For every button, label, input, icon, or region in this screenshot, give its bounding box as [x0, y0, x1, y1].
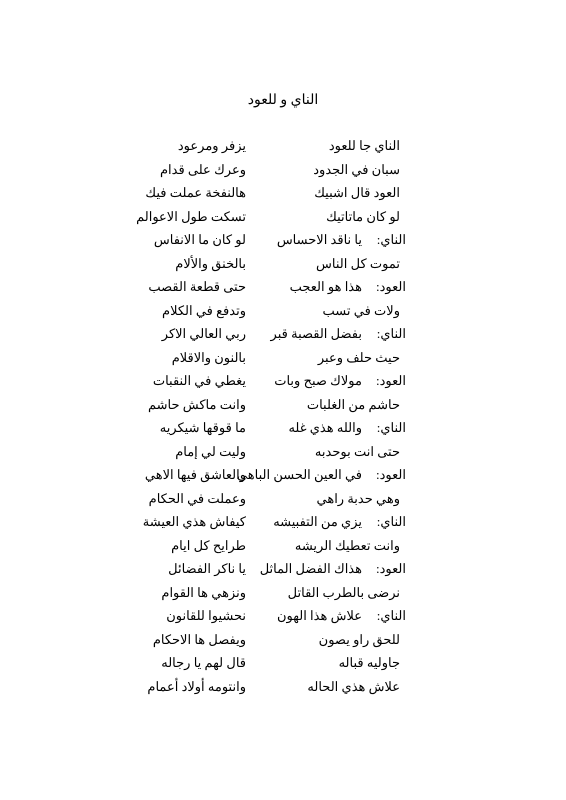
poem-line [0, 228, 566, 252]
first-hemistich: وانت تعطيك الريشه [294, 537, 400, 553]
speaker-label: الناي: [376, 326, 406, 341]
second-hemistich: وانت ماكش حاشم [147, 396, 246, 412]
first-hemistich: حيث حلف وعبر [317, 349, 400, 365]
first-hemistich: في العين الحسن الباهي [236, 467, 362, 482]
first-hemistich: تموت كل الناس [316, 255, 400, 271]
first-hemistich: هذا هو العجب [289, 279, 362, 294]
first-hemistich: يزي من التفبيشه [273, 514, 362, 529]
second-hemistich: يزفر ومرعود [177, 138, 246, 153]
first-hemistich: جاوليه قباله [338, 655, 400, 670]
first-hemistich: وهي حدبة راهي [316, 490, 400, 506]
poem-line [0, 346, 566, 370]
second-hemistich: يغطي في النقبات [152, 373, 246, 388]
first-hemistich: هذاك الفضل الماثل [259, 561, 362, 576]
second-hemistich: وليت لي إمام [175, 443, 246, 459]
second-hemistich: ويفصل ها الاحكام [152, 631, 246, 647]
poem-line [0, 440, 566, 464]
second-hemistich: قال لهم يا رجاله [161, 655, 246, 670]
first-hemistich: للحق راو يصون [318, 631, 400, 647]
poem-line [0, 416, 566, 440]
second-hemistich: لو كان ما الانفاس [153, 232, 246, 247]
poem-line [0, 275, 566, 299]
poem-line [0, 181, 566, 205]
first-hemistich: نرضى بالطرب القاتل [287, 584, 400, 600]
second-hemistich: تسكت طول الاعوالم [136, 208, 246, 224]
speaker-label: العود: [376, 467, 406, 482]
second-hemistich: ربي العالي الاكر [161, 326, 246, 341]
poem-line [0, 463, 566, 487]
speaker-label: العود: [376, 373, 406, 388]
first-hemistich: والله هذي غله [288, 420, 362, 435]
second-hemistich: بالنون والاقلام [171, 349, 246, 365]
first-hemistich: سبان في الجدود [313, 161, 400, 177]
poem-line [0, 299, 566, 323]
poem-line [0, 158, 566, 182]
poem-line [0, 651, 566, 675]
poem-line [0, 134, 566, 158]
first-hemistich: لو كان ماتاتيك [326, 208, 400, 224]
first-hemistich: حتى انت بوحدبه [314, 443, 400, 459]
poem-line [0, 534, 566, 558]
poem-line [0, 393, 566, 417]
poem-line [0, 510, 566, 534]
second-hemistich: طرايح كل ايام [171, 537, 246, 553]
first-hemistich: علاش هذي الحاله [307, 678, 400, 694]
poem-line [0, 675, 566, 699]
speaker-label: الناي: [376, 232, 406, 247]
second-hemistich: ما قوقها شيكريه [159, 420, 246, 435]
speaker-label: العود: [376, 279, 406, 294]
poem-title: الناي و للعود [247, 93, 319, 108]
speaker-label: الناي: [376, 514, 406, 529]
second-hemistich: وانتومه أولاد أعمام [147, 678, 246, 694]
poem-line [0, 252, 566, 276]
poem-line [0, 581, 566, 605]
poem-line [0, 487, 566, 511]
poem-line [0, 369, 566, 393]
second-hemistich: حتى قطعة القصب [148, 279, 246, 294]
first-hemistich: العود قال اشبيك [314, 185, 400, 200]
second-hemistich: يا ناكر الفضائل [168, 561, 246, 576]
speaker-label: الناي: [376, 420, 406, 435]
first-hemistich: بفضل القصبة قبر [270, 326, 362, 341]
second-hemistich: وعملت في الحكام [148, 490, 246, 506]
second-hemistich: ونزهي ها القوام [161, 584, 246, 600]
second-hemistich: وعرك على قدام [159, 161, 246, 177]
speaker-label: الناي: [376, 608, 406, 623]
second-hemistich: وتدفع في الكلام [162, 302, 246, 318]
second-hemistich: هالنفخة عملت فيك [145, 185, 246, 200]
first-hemistich: حاشم من الغلبات [306, 396, 400, 412]
second-hemistich: نحشيوا للقانون [166, 608, 246, 623]
poem-line [0, 604, 566, 628]
second-hemistich: والعاشق فيها الاهي [144, 467, 246, 482]
first-hemistich: الناي جا للعود [328, 138, 400, 153]
speaker-label: العود: [376, 561, 406, 576]
first-hemistich: ولات في تسب [322, 302, 400, 318]
poem-line [0, 322, 566, 346]
first-hemistich: يا ناقد الاحساس [276, 232, 362, 247]
poem-line [0, 628, 566, 652]
first-hemistich: علاش هذا الهون [276, 608, 362, 623]
second-hemistich: كيفاش هذي العيشة [142, 514, 246, 529]
poem-body [0, 134, 566, 698]
second-hemistich: بالخنق والألام [175, 255, 246, 271]
poem-line [0, 557, 566, 581]
first-hemistich: مولاك صبح وبات [274, 373, 362, 388]
poem-line [0, 205, 566, 229]
